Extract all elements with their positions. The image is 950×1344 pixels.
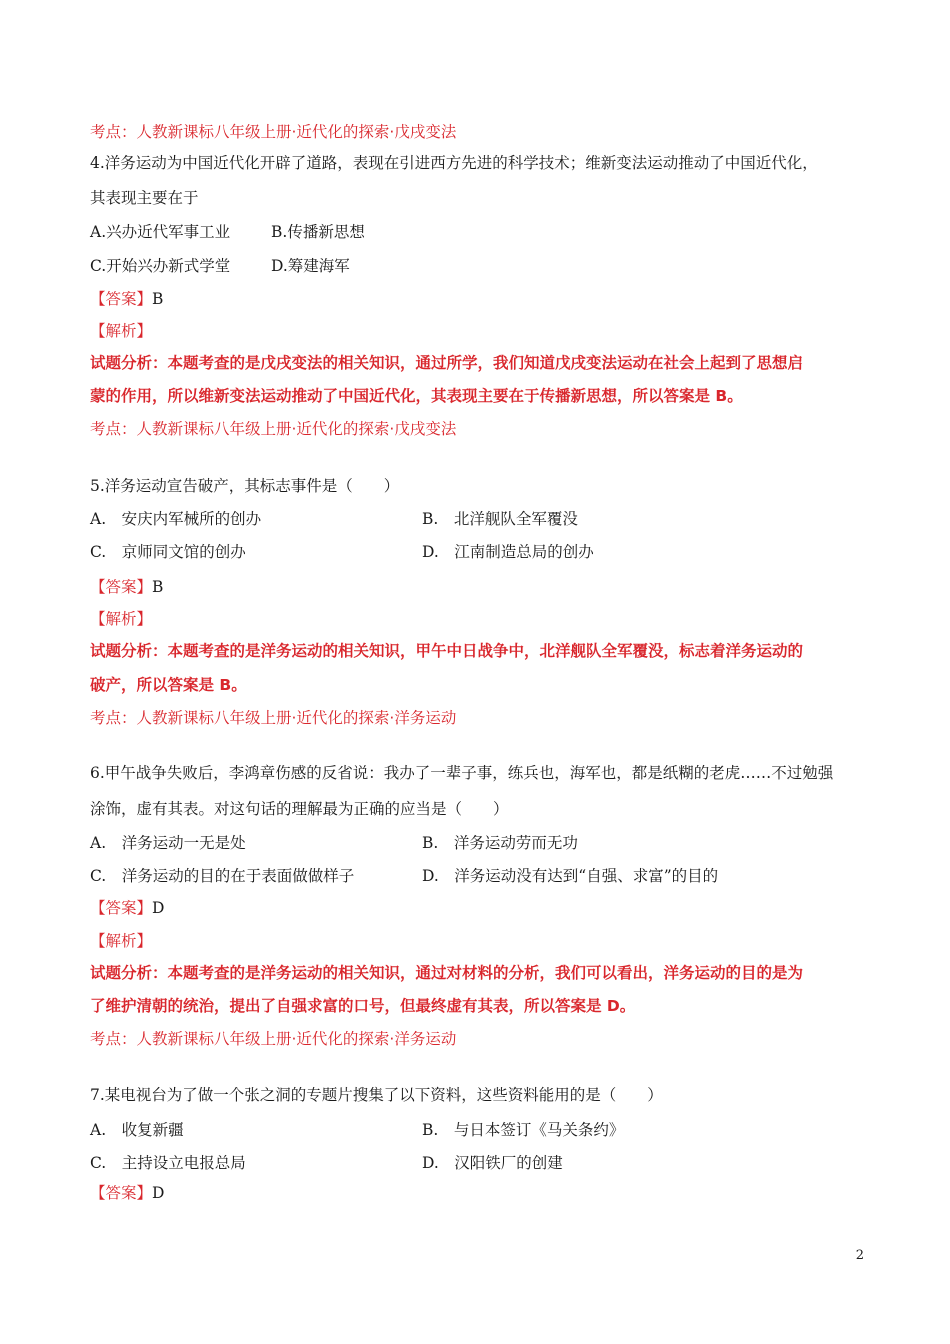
q6-option-d: D. 洋务运动没有达到“自强、求富”的目的 <box>422 867 719 885</box>
answer-label: 【答案】 <box>90 899 153 917</box>
q4-stem-line1: 4.洋务运动为中国近代化开辟了道路，表现在引进西方先进的科学技术；维新变法运动推动了中国近代化， <box>90 154 818 172</box>
q4-analysis-line2: 蒙的作用，所以维新变法运动推动了中国近代化，其表现主要在于传播新思想，所以答案是 B。 <box>90 387 743 405</box>
q6-stem-line2: 涂饰，虚有其表。对这句话的理解最为正确的应当是（ ） <box>90 800 509 818</box>
q6-analysis-line2: 了维护清朝的统治，提出了自强求富的口号，但最终虚有其表，所以答案是 D。 <box>90 997 636 1015</box>
q5-option-d: D. 江南制造总局的创办 <box>422 543 594 561</box>
q6-option-c: C. 洋务运动的目的在于表面做做样子 <box>90 867 355 885</box>
q6-jiexi-label: 【解析】 <box>90 932 153 950</box>
q4-answer <box>90 289 163 309</box>
q4-option-b: B.传播新思想 <box>271 223 365 241</box>
q5-jiexi-label: 【解析】 <box>90 610 153 628</box>
answer-label: 【答案】 <box>90 290 153 308</box>
answer-label: 【答案】 <box>90 1184 153 1202</box>
answer-value: D <box>152 1184 165 1202</box>
q7-option-d: D. 汉阳铁厂的创建 <box>422 1154 563 1172</box>
answer-value: B <box>152 578 164 596</box>
q5-answer <box>90 577 163 597</box>
q7-option-b: B. 与日本签订《马关条约》 <box>422 1121 625 1139</box>
q7-option-c: C. 主持设立电报总局 <box>90 1154 246 1172</box>
q4-option-a: A.兴办近代军事工业 <box>90 223 231 241</box>
q5-option-c: C. 京师同文馆的创办 <box>90 543 246 561</box>
q4-kaodian: 考点：人教新课标八年级上册·近代化的探索·戊戌变法 <box>90 420 457 438</box>
q7-answer <box>90 1183 164 1203</box>
q4-option-d: D.筹建海军 <box>271 257 350 275</box>
answer-value: D <box>152 899 165 917</box>
q7-stem: 7.某电视台为了做一个张之洞的专题片搜集了以下资料，这些资料能用的是（ ） <box>90 1086 663 1104</box>
q6-stem-line1: 6.甲午战争失败后，李鸿章伤感的反省说：我办了一辈子事，练兵也，海军也，都是纸糊的老虎……不过勉强 <box>90 764 834 782</box>
q7-option-a: A. 收复新疆 <box>90 1121 184 1139</box>
q4-stem-line2: 其表现主要在于 <box>90 189 199 207</box>
q5-kaodian: 考点：人教新课标八年级上册·近代化的探索·洋务运动 <box>90 709 457 727</box>
q6-option-a: A. 洋务运动一无是处 <box>90 834 246 852</box>
q4-jiexi-label: 【解析】 <box>90 322 153 340</box>
q6-answer <box>90 898 164 918</box>
answer-value: B <box>152 290 164 308</box>
q5-option-b: B. 北洋舰队全军覆没 <box>422 510 578 528</box>
q5-option-a: A. 安庆内军械所的创办 <box>90 510 262 528</box>
kaodian-top: 考点：人教新课标八年级上册·近代化的探索·戊戌变法 <box>90 123 457 141</box>
q6-analysis-line1: 试题分析：本题考查的是洋务运动的相关知识，通过对材料的分析，我们可以看出，洋务运动的目的是为 <box>90 964 804 982</box>
q5-stem: 5.洋务运动宣告破产，其标志事件是（ ） <box>90 477 400 495</box>
answer-label: 【答案】 <box>90 578 153 596</box>
q4-option-c: C.开始兴办新式学堂 <box>90 257 231 275</box>
q5-analysis-line1: 试题分析：本题考查的是洋务运动的相关知识，甲午中日战争中，北洋舰队全军覆没，标志着洋务运动的 <box>90 642 804 660</box>
page-number: 2 <box>855 1248 864 1263</box>
q6-kaodian: 考点：人教新课标八年级上册·近代化的探索·洋务运动 <box>90 1030 457 1048</box>
q5-analysis-line2: 破产，所以答案是 B。 <box>90 676 247 694</box>
q4-analysis-line1: 试题分析：本题考查的是戊戌变法的相关知识，通过所学，我们知道戊戌变法运动在社会上起到了思想启 <box>90 354 804 372</box>
q6-option-b: B. 洋务运动劳而无功 <box>422 834 578 852</box>
